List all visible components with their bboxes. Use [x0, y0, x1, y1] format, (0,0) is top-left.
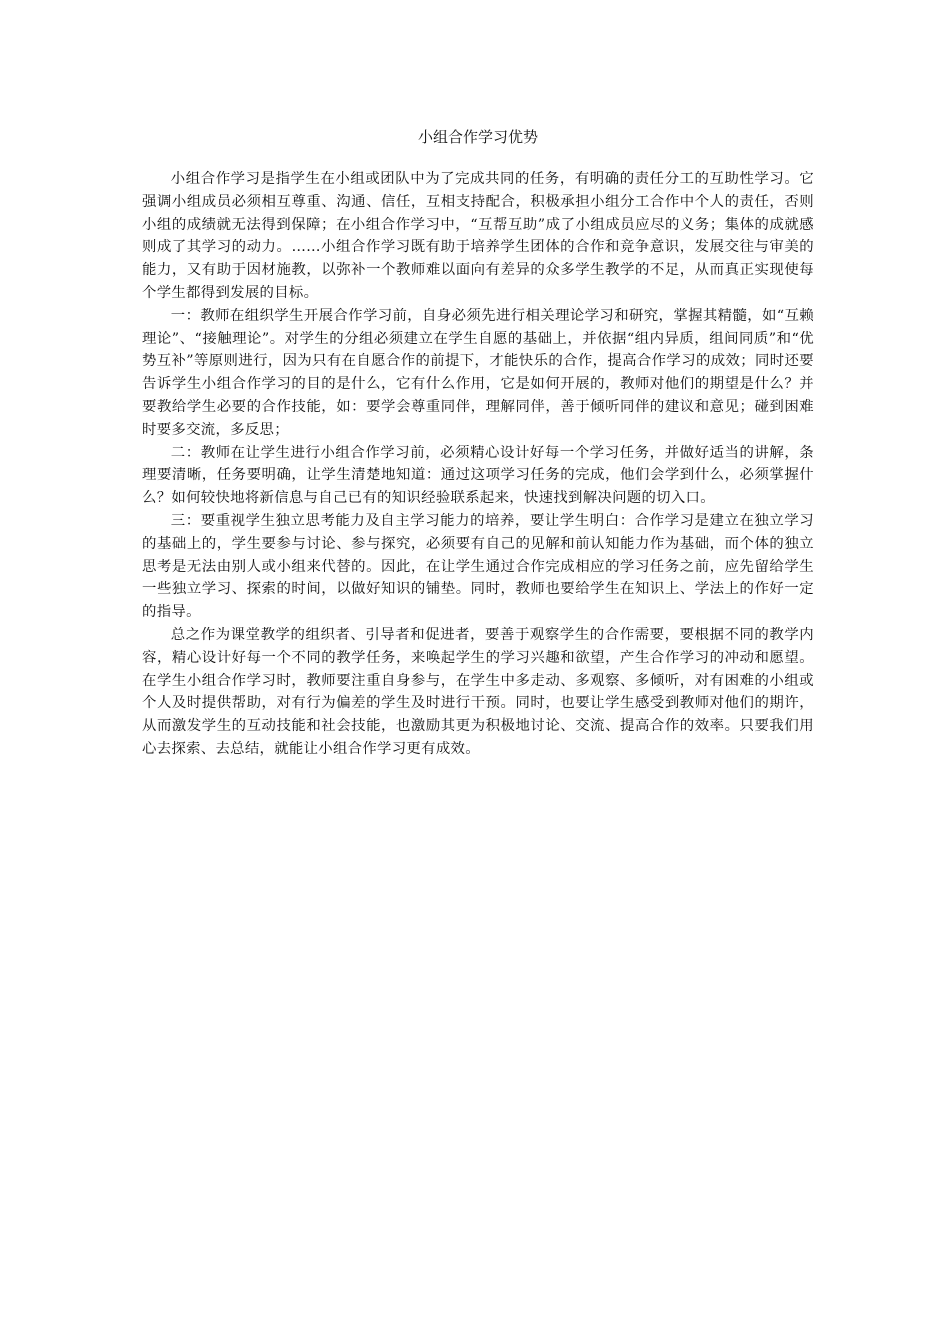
paragraph-intro: 小组合作学习是指学生在小组或团队中为了完成共同的任务，有明确的责任分工的互助性学习。它强调小组成员必须相互尊重、沟通、信任，互相支持配合，积极承担小组分工合作中个人的责任，否则小组的成绩就无法得到保障；在小组合作学习中，“互帮互助”成了小组成员应尽的义务；集体的成就感则成了其学习的动力。……小组合作学习既有助于培养学生团体的合作和竞争意识，发展交往与审美的能力，又有助于因材施教，以弥补一个教师难以面向有差异的众多学生教学的不足，从而真正实现使每个学生都得到发展的目标。 [142, 171, 814, 301]
paragraph-point-three: 三：要重视学生独立思考能力及自主学习能力的培养，要让学生明白：合作学习是建立在独立学习的基础上的，学生要参与讨论、参与探究，必须要有自己的见解和前认知能力作为基础，而个体的独立思考是无法由别人或小组来代替的。因此，在让学生通过合作完成相应的学习任务之前，应先留给学生一些独立学习、探索的时间，以做好知识的铺垫。同时，教师也要给学生在知识上、学法上的作好一定的指导。 [142, 512, 814, 621]
paragraph-conclusion: 总之作为课堂教学的组织者、引导者和促进者，要善于观察学生的合作需要，要根据不同的教学内容，精心设计好每一个不同的教学任务，来唤起学生的学习兴趣和欲望，产生合作学习的冲动和愿望。在学生小组合作学习时，教师要注重自身参与，在学生中多走动、多观察、多倾听，对有困难的小组或个人及时提供帮助，对有行为偏差的学生及时进行干预。同时，也要让学生感受到教师对他们的期许，从而激发学生的互动技能和社会技能，也激励其更为积极地讨论、交流、提高合作的效率。只要我们用心去探索、去总结，就能让小组合作学习更有成效。 [142, 626, 814, 757]
paragraph-point-one: 一：教师在组织学生开展合作学习前，自身必须先进行相关理论学习和研究，掌握其精髓，如“互赖理论”、“接触理论”。对学生的分组必须建立在学生自愿的基础上，并依据“组内异质，组间同质”和“优势互补”等原则进行，因为只有在自愿合作的前提下，才能快乐的合作，提高合作学习的成效；同时还要告诉学生小组合作学习的目的是什么，它有什么作用，它是如何开展的，教师对他们的期望是什么？并要教给学生必要的合作技能，如：要学会尊重同伴，理解同伴，善于倾听同伴的建议和意见；碰到困难时要多交流，多反思； [142, 307, 814, 438]
document-page [142, 126, 814, 761]
paragraph-point-two: 二：教师在让学生进行小组合作学习前，必须精心设计好每一个学习任务，并做好适当的讲解，条理要清晰，任务要明确，让学生清楚地知道：通过这项学习任务的完成，他们会学到什么，必须掌握什么？如何较快地将新信息与自己已有的知识经验联系起来，快速找到解决问题的切入口。 [142, 444, 814, 507]
document-title: 小组合作学习优势 [417, 128, 538, 146]
